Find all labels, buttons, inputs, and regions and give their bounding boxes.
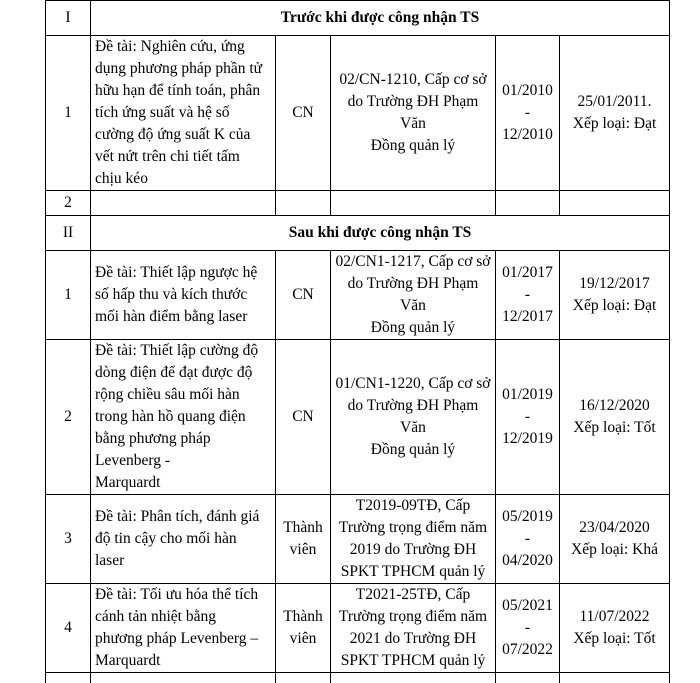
cell-line: do Trường ĐH Phạm Văn bbox=[348, 93, 479, 132]
empty-cell bbox=[46, 673, 91, 683]
cell-line: Xếp loại: Khá bbox=[571, 541, 658, 558]
cell-line: 11/07/2022 bbox=[579, 608, 649, 625]
cell-line: - bbox=[525, 104, 530, 121]
cell-line: 12/2017 bbox=[502, 308, 553, 325]
project-role bbox=[276, 340, 331, 495]
cell-line: Thành bbox=[283, 519, 323, 536]
cell-line: Đồng quản lý bbox=[371, 137, 455, 154]
project-code bbox=[331, 36, 496, 191]
cell-line: - bbox=[525, 530, 530, 547]
empty-cell bbox=[91, 673, 276, 683]
cell-line: cánh tản nhiệt bằng bbox=[95, 608, 216, 625]
section-header-row bbox=[46, 1, 670, 36]
cell-line: T2021-25TĐ, Cấp bbox=[356, 586, 471, 603]
cell-line: 01/2017 bbox=[502, 264, 553, 281]
cell-line: độ tin cậy cho mối hàn bbox=[95, 530, 237, 547]
empty-cell bbox=[276, 673, 331, 683]
project-role bbox=[276, 584, 331, 673]
project-topic bbox=[91, 251, 276, 340]
project-period bbox=[496, 340, 560, 495]
project-period bbox=[496, 251, 560, 340]
project-role bbox=[276, 191, 331, 216]
project-code bbox=[331, 191, 496, 216]
cell-line: Đề tài: Nghiên cứu, ứng bbox=[95, 38, 245, 55]
row-number: 2 bbox=[46, 191, 91, 216]
cell-line: Xếp loại: Đạt bbox=[573, 115, 657, 132]
section-title: Trước khi được công nhận TS bbox=[91, 1, 670, 36]
table-row bbox=[46, 340, 670, 495]
project-role bbox=[276, 251, 331, 340]
project-result bbox=[560, 340, 670, 495]
cell-line: tích ứng suất và hệ số bbox=[95, 104, 230, 121]
cell-line: SPKT TPHCM quản lý bbox=[341, 652, 486, 669]
cell-line: 02/CN-1210, Cấp cơ sở bbox=[339, 71, 486, 88]
cell-line: - bbox=[525, 286, 530, 303]
cell-line: 12/2019 bbox=[502, 430, 553, 447]
project-result bbox=[560, 251, 670, 340]
cell-line: 2021 do Trường ĐH bbox=[350, 630, 476, 647]
empty-cell bbox=[496, 673, 560, 683]
project-period bbox=[496, 191, 560, 216]
cell-line: CN bbox=[292, 286, 314, 303]
cell-line: mối hàn điểm bằng laser bbox=[95, 308, 247, 325]
row-number: 1 bbox=[46, 36, 91, 191]
table-row-partial bbox=[46, 673, 670, 683]
cell-line: rộng chiều sâu mối hàn bbox=[95, 386, 240, 403]
table-row bbox=[46, 36, 670, 191]
cell-line: viên bbox=[290, 630, 317, 647]
cell-line: 16/12/2020 bbox=[579, 397, 650, 414]
cell-line: 07/2022 bbox=[502, 641, 553, 658]
cell-line: bằng phương pháp bbox=[95, 430, 211, 447]
table-row bbox=[46, 584, 670, 673]
cell-line: 05/2019 bbox=[502, 508, 553, 525]
section-number: I bbox=[46, 1, 91, 36]
cell-line: 19/12/2017 bbox=[579, 275, 650, 292]
project-role bbox=[276, 495, 331, 584]
section-title: Sau khi được công nhận TS bbox=[91, 216, 670, 251]
cell-line: Đề tài: Thiết lập cường độ bbox=[95, 342, 258, 359]
project-code bbox=[331, 495, 496, 584]
cell-line: do Trường ĐH Phạm Văn bbox=[348, 275, 479, 314]
cell-line: phương pháp Levenberg – bbox=[95, 630, 258, 647]
cell-line: T2019-09TĐ, Cấp bbox=[356, 497, 471, 514]
project-period bbox=[496, 36, 560, 191]
section-number: II bbox=[46, 216, 91, 251]
cell-line: viên bbox=[290, 541, 317, 558]
cell-line: SPKT TPHCM quản lý bbox=[341, 563, 486, 580]
cell-line: Thành bbox=[283, 608, 323, 625]
cell-line: dòng điện để đạt được độ bbox=[95, 364, 252, 381]
cell-line: Trường trọng điểm năm bbox=[339, 608, 487, 625]
project-period bbox=[496, 495, 560, 584]
project-code bbox=[331, 340, 496, 495]
section-header-row bbox=[46, 216, 670, 251]
cell-line: CN bbox=[292, 408, 314, 425]
project-topic bbox=[91, 36, 276, 191]
table-row bbox=[46, 191, 670, 216]
cell-line: Trường trọng điểm năm bbox=[339, 519, 487, 536]
cell-line: 05/2021 bbox=[502, 597, 553, 614]
cell-line: trong hàn hồ quang điện bbox=[95, 408, 246, 425]
cell-line: dụng phương pháp phần tử bbox=[95, 60, 262, 77]
table-row bbox=[46, 495, 670, 584]
research-projects-table bbox=[45, 0, 670, 683]
cell-line: Xếp loại: Tốt bbox=[573, 419, 655, 436]
cell-line: Đề tài: Tối ưu hóa thể tích bbox=[95, 586, 258, 603]
cell-line: cường độ ứng suất K của bbox=[95, 126, 250, 143]
cell-line: 01/2019 bbox=[502, 386, 553, 403]
cell-line: - bbox=[525, 619, 530, 636]
cell-line: - bbox=[525, 408, 530, 425]
project-topic bbox=[91, 340, 276, 495]
project-code bbox=[331, 584, 496, 673]
cell-line: Đồng quản lý bbox=[371, 441, 455, 458]
table-row bbox=[46, 251, 670, 340]
cell-line: do Trường ĐH Phạm Văn bbox=[348, 397, 479, 436]
project-topic bbox=[91, 584, 276, 673]
cell-line: Đồng quản lý bbox=[371, 319, 455, 336]
project-code bbox=[331, 251, 496, 340]
cell-line: Marquardt bbox=[95, 652, 160, 669]
row-number: 2 bbox=[46, 340, 91, 495]
project-topic bbox=[91, 191, 276, 216]
row-number: 3 bbox=[46, 495, 91, 584]
cell-line: 04/2020 bbox=[502, 552, 553, 569]
table-body bbox=[46, 1, 670, 683]
cell-line: Levenberg - bbox=[95, 452, 170, 469]
cell-line: Marquardt bbox=[95, 474, 160, 491]
cell-line: hữu hạn để tính toán, phân bbox=[95, 82, 260, 99]
project-result bbox=[560, 36, 670, 191]
cell-line: 2019 do Trường ĐH bbox=[350, 541, 476, 558]
project-result bbox=[560, 495, 670, 584]
cell-line: số hấp thu và kích thước bbox=[95, 286, 247, 303]
cell-line: laser bbox=[95, 552, 124, 569]
cell-line: chịu kéo bbox=[95, 170, 148, 187]
project-topic bbox=[91, 495, 276, 584]
cell-line: 01/CN1-1220, Cấp cơ sở bbox=[335, 375, 490, 392]
project-result bbox=[560, 191, 670, 216]
project-role bbox=[276, 36, 331, 191]
cell-line: 01/2010 bbox=[502, 82, 553, 99]
cell-line: 25/01/2011. bbox=[578, 93, 652, 110]
cell-line: Xếp loại: Tốt bbox=[573, 630, 655, 647]
cell-line: vết nứt trên chi tiết tấm bbox=[95, 148, 240, 165]
empty-cell bbox=[331, 673, 496, 683]
project-result bbox=[560, 584, 670, 673]
cell-line: 12/2010 bbox=[502, 126, 553, 143]
cell-line: CN bbox=[292, 104, 314, 121]
cell-line: 02/CN1-1217, Cấp cơ sở bbox=[335, 253, 490, 270]
row-number: 4 bbox=[46, 584, 91, 673]
project-period bbox=[496, 584, 560, 673]
cell-line: Đề tài: Thiết lập ngược hệ bbox=[95, 264, 257, 281]
empty-cell bbox=[560, 673, 670, 683]
cell-line: 23/04/2020 bbox=[579, 519, 650, 536]
row-number: 1 bbox=[46, 251, 91, 340]
cell-line: Xếp loại: Đạt bbox=[573, 297, 657, 314]
cell-line: Đề tài: Phân tích, đánh giá bbox=[95, 508, 259, 525]
